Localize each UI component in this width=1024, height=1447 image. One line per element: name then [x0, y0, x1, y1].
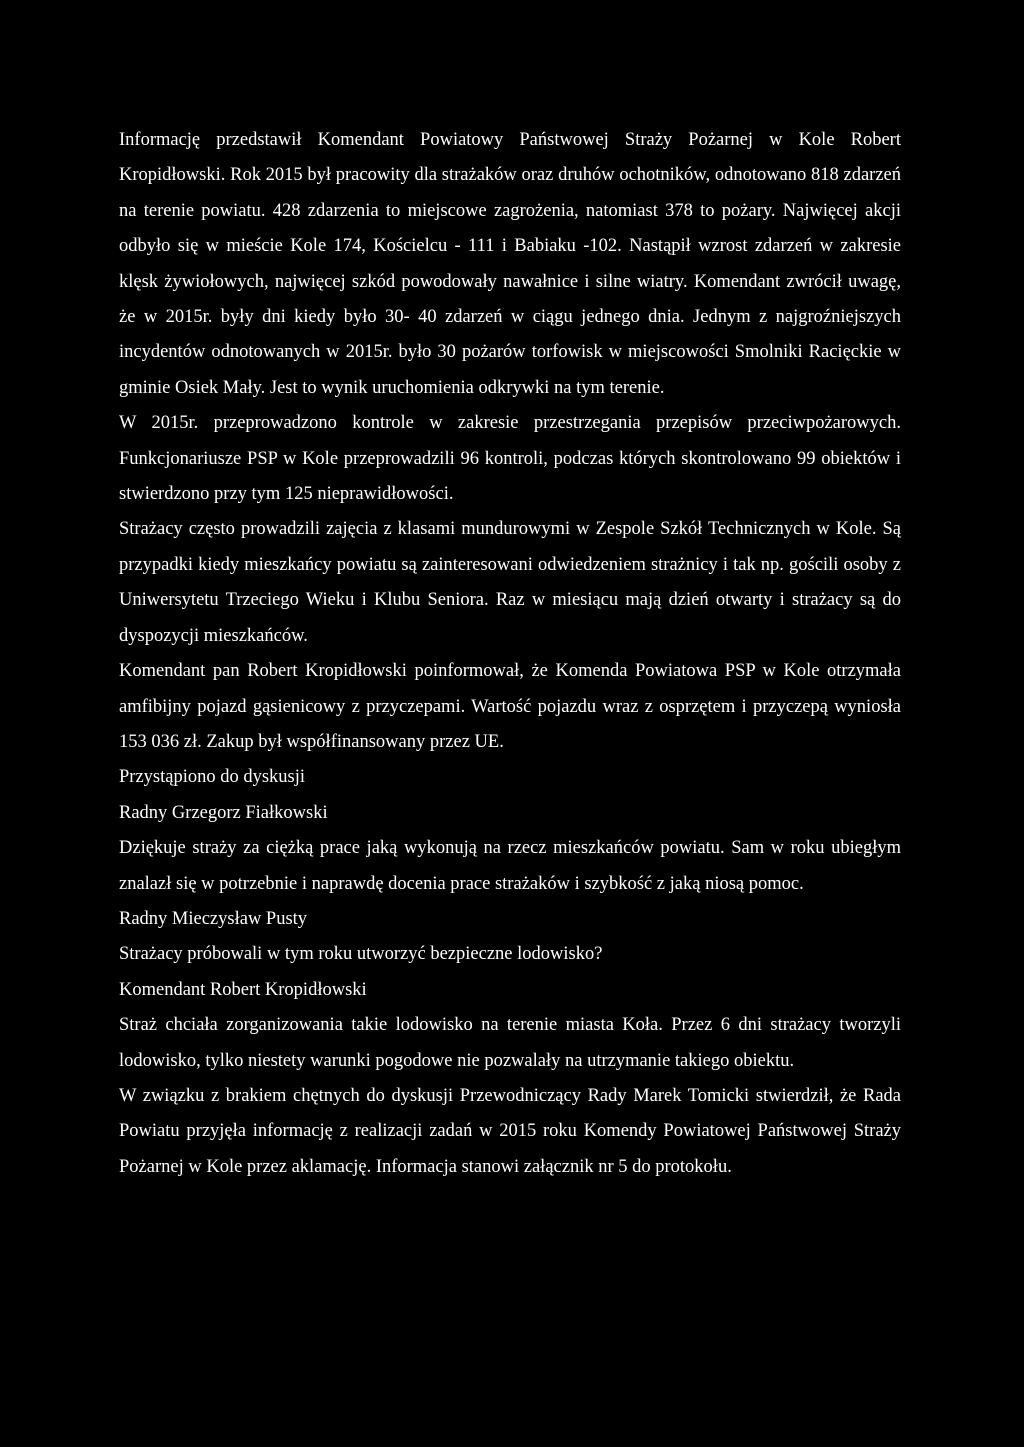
paragraph-fire-service-report: Informację przedstawił Komendant Powiatowy Państwowej Straży Pożarnej w Kole Robert Kropidłowski. Rok 2015 był pracowity dla strażaków oraz druhów ochotników, odnotowano 818 zdarzeń na terenie powiatu. 428 zdarzenia to miejscowe zagrożenia, natomiast 378 to pożary. Najwięcej akcji odbyło się w mieście Kole 174, Kościelcu - 111 i Babiaku -102. Nastąpił wzrost zdarzeń w zakresie klęsk żywiołowych, najwięcej szkód powodowały nawałnice i silne wiatry. Komendant zwrócił uwagę, że w 2015r. były dni kiedy było 30- 40 zdarzeń w ciągu jednego dnia. Jednym z najgroźniejszych incydentów odnotowanych w 2015r. było 30 pożarów torfowisk w miejscowości Smolniki Racięckie w gminie Osiek Mały. Jest to wynik uruchomienia odkrywki na tym terenie.: [119, 130, 901, 398]
document-body: [119, 123, 901, 1185]
paragraph-speaker-question: Strażacy próbowali w tym roku utworzyć bezpieczne lodowisko?: [119, 944, 603, 965]
paragraph-discussion-start: Przystąpiono do dyskusji: [119, 767, 306, 788]
paragraph-amphibious-vehicle: Komendant pan Robert Kropidłowski poinformował, że Komenda Powiatowa PSP w Kole otrzymała amfibijny pojazd gąsienicowy z przyczepami. Wartość pojazdu wraz z osprzętem i przyczepą wyniosła 153 036 zł. Zakup był współfinansowany przez UE.: [119, 661, 901, 752]
paragraph-inspections: W 2015r. przeprowadzono kontrole w zakresie przestrzegania przepisów przeciwpożarowych. Funkcjonariusze PSP w Kole przeprowadzili 96 kontroli, podczas których skontrolowano 99 obiektów i stwierdzono przy tym 125 nieprawidłowości.: [119, 413, 901, 505]
speaker-name: Radny Grzegorz Fiałkowski: [119, 802, 328, 823]
paragraph-conclusion: W związku z brakiem chętnych do dyskusji Przewodniczący Rady Marek Tomicki stwierdził, że Rada Powiatu przyjęła informację z realizacji zadań w 2015 roku Komendy Powiatowej Państwowej Straży Pożarnej w Kole przez aklamację. Informacja stanowi załącznik nr 5 do protokołu.: [119, 1085, 901, 1177]
paragraph-speaker-statement: Dziękuje straży za ciężką prace jaką wykonują na rzecz mieszkańców powiatu. Sam w roku ubiegłym znalazł się w potrzebnie i naprawdę docenia prace strażaków i szybkość z jaką niosą pomoc.: [119, 838, 901, 894]
speaker-name: Radny Mieczysław Pusty: [119, 908, 308, 929]
speaker-name: Komendant Robert Kropidłowski: [119, 979, 367, 1000]
paragraph-ice-rink-answer: Straż chciała zorganizowania takie lodowisko na terenie miasta Koła. Przez 6 dni strażacy tworzyli lodowisko, tylko niestety warunki pogodowe nie pozwalały na utrzymanie takiego obiektu.: [119, 1015, 901, 1071]
paragraph-school-classes: Strażacy często prowadzili zajęcia z klasami mundurowymi w Zespole Szkół Technicznych w Kole. Są przypadki kiedy mieszkańcy powiatu są zainteresowani odwiedzeniem strażnicy i tak np. gościli osoby z Uniwersytetu Trzeciego Wieku i Klubu Seniora. Raz w miesiącu mają dzień otwarty i strażacy są do dyspozycji mieszkańców.: [119, 519, 901, 646]
